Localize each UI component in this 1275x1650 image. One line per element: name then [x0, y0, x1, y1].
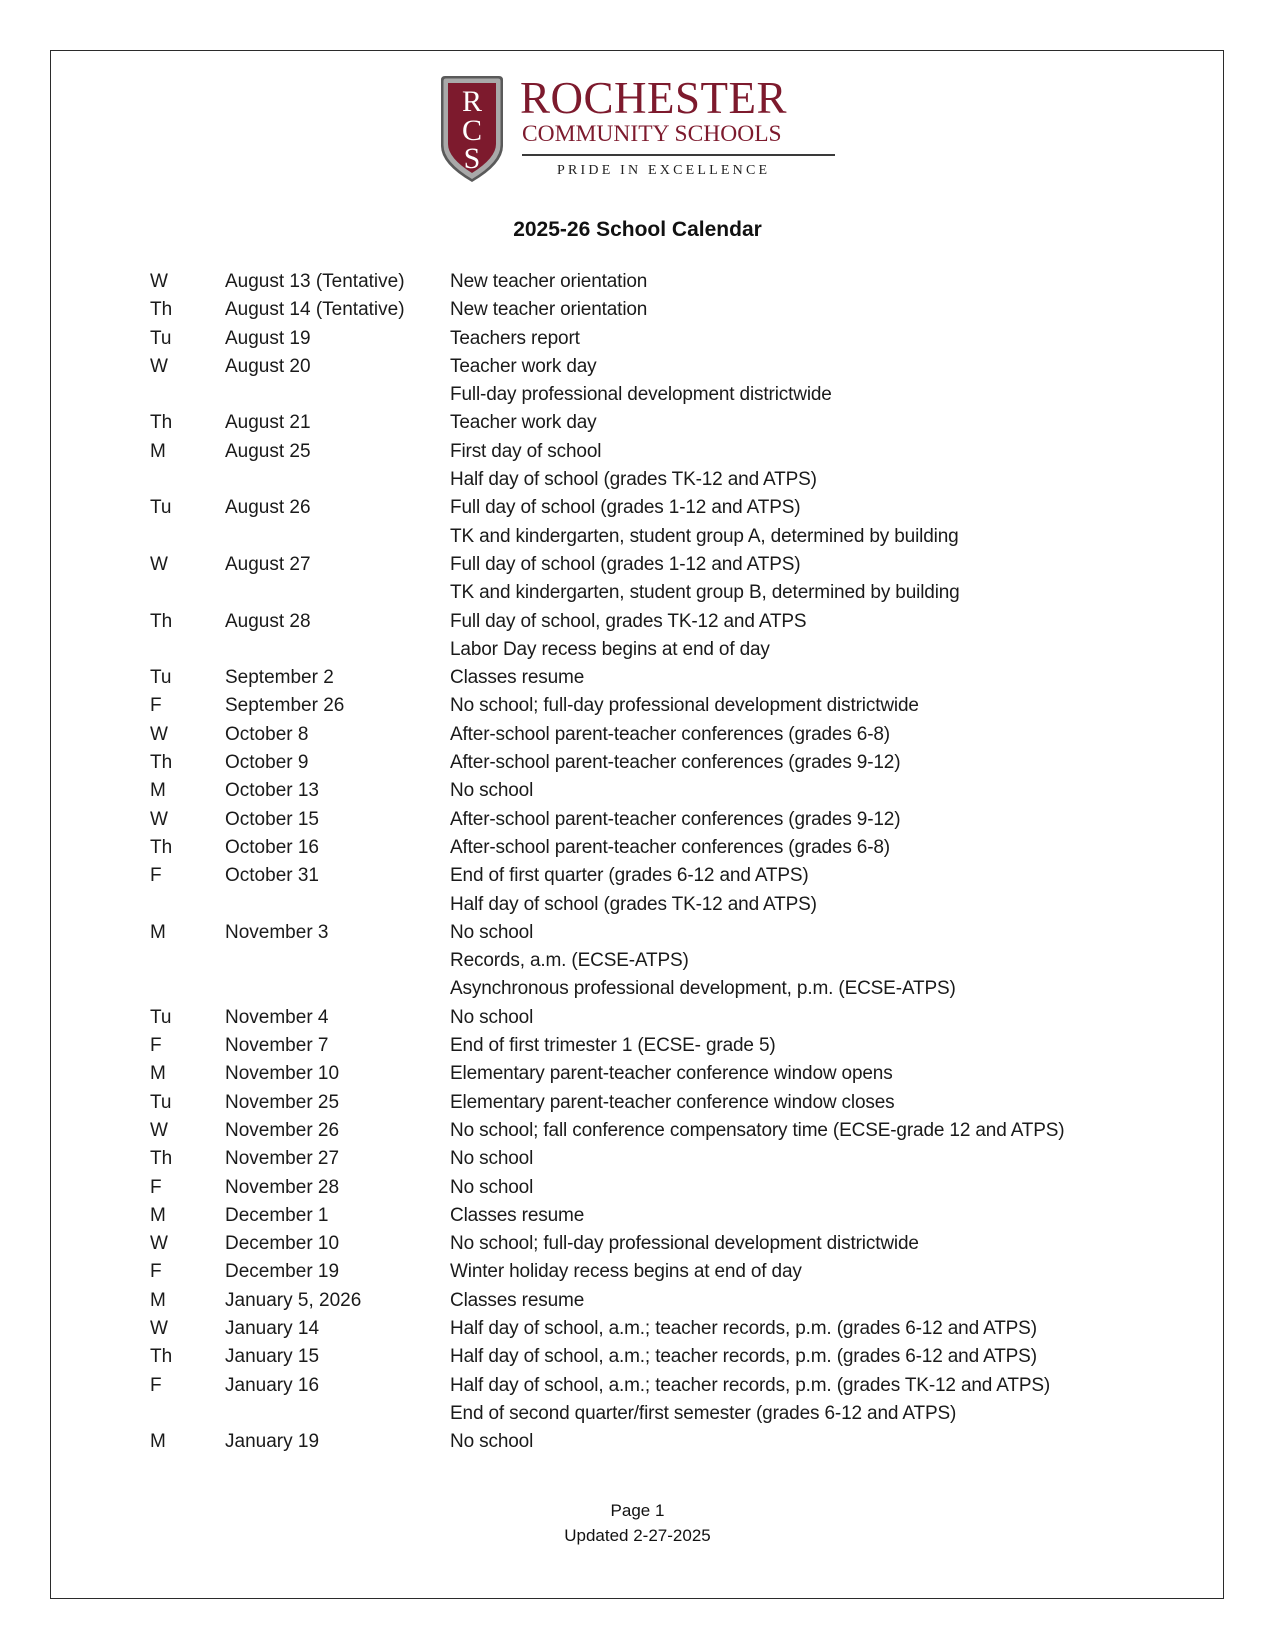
calendar-date: August 21 — [225, 412, 311, 434]
calendar-date: November 25 — [225, 1091, 340, 1113]
calendar-row — [150, 466, 1210, 494]
calendar-row — [150, 806, 1210, 834]
page-title: 2025-26 School Calendar — [513, 218, 762, 241]
calendar-row — [150, 1258, 1210, 1286]
calendar-row — [150, 1032, 1210, 1060]
calendar-date: October 9 — [225, 752, 309, 774]
calendar-row — [150, 523, 1210, 551]
updated-date: Updated 2-27-2025 — [564, 1526, 711, 1545]
calendar-weekday: Tu — [150, 1006, 172, 1028]
calendar-weekday: Th — [150, 610, 173, 632]
calendar-weekday: Th — [150, 299, 173, 321]
calendar-weekday: Th — [150, 412, 173, 434]
calendar-event: Full day of school, grades TK-12 and ATPS — [450, 610, 807, 632]
calendar-event: Teacher work day — [450, 355, 597, 377]
calendar-date: January 19 — [225, 1431, 320, 1453]
calendar-event: TK and kindergarten, student group A, determined by building — [450, 525, 959, 547]
district-tagline: PRIDE IN EXCELLENCE — [557, 163, 771, 178]
shield-letter-r: R — [461, 85, 483, 118]
calendar-row — [150, 325, 1210, 353]
calendar-weekday: F — [150, 1035, 162, 1057]
calendar-date: August 26 — [225, 497, 311, 519]
calendar-date: December 1 — [225, 1204, 329, 1226]
calendar-weekday: F — [150, 1374, 162, 1396]
calendar-event: After-school parent-teacher conferences (grades 6-8) — [450, 723, 890, 745]
calendar-row — [150, 777, 1210, 805]
calendar-event: No school — [450, 1006, 534, 1028]
calendar-event: Full day of school (grades 1-12 and ATPS) — [450, 497, 801, 519]
calendar-event: Half day of school, a.m.; teacher records, p.m. (grades TK-12 and ATPS) — [450, 1374, 1051, 1396]
calendar-row — [150, 1315, 1210, 1343]
calendar-event: Classes resume — [450, 1204, 585, 1226]
calendar-event: After-school parent-teacher conferences (grades 9-12) — [450, 808, 901, 830]
calendar-weekday: W — [150, 723, 168, 745]
calendar-row — [150, 862, 1210, 890]
calendar-row — [150, 891, 1210, 919]
calendar-event: No school — [450, 1148, 534, 1170]
calendar-row — [150, 381, 1210, 409]
logo-divider — [522, 154, 835, 156]
calendar-date: September 26 — [225, 695, 345, 717]
calendar-weekday: Tu — [150, 1091, 172, 1113]
calendar-date: November 27 — [225, 1148, 340, 1170]
calendar-date: August 20 — [225, 355, 311, 377]
calendar-weekday: Tu — [150, 497, 172, 519]
calendar-event: Records, a.m. (ECSE-ATPS) — [450, 950, 689, 972]
calendar-row — [150, 1400, 1210, 1428]
calendar-event: No school; full-day professional development districtwide — [450, 1233, 919, 1255]
calendar-event: After-school parent-teacher conferences (grades 9-12) — [450, 752, 901, 774]
calendar-weekday: F — [150, 1261, 162, 1283]
calendar-event: Labor Day recess begins at end of day — [450, 638, 770, 660]
calendar-date: December 19 — [225, 1261, 340, 1283]
calendar-row — [150, 1428, 1210, 1456]
calendar-event: End of first trimester 1 (ECSE- grade 5) — [450, 1035, 776, 1057]
calendar-row — [150, 1117, 1210, 1145]
calendar-event: New teacher orientation — [450, 299, 648, 321]
calendar-event: Elementary parent-teacher conference window opens — [450, 1063, 893, 1085]
calendar-weekday: W — [150, 808, 168, 830]
calendar-date: January 15 — [225, 1346, 320, 1368]
page-footer — [0, 1498, 1275, 1548]
calendar-weekday: M — [150, 1204, 166, 1226]
calendar-row — [150, 268, 1210, 296]
calendar-row — [150, 1089, 1210, 1117]
calendar-date: January 14 — [225, 1317, 320, 1339]
calendar-row — [150, 1230, 1210, 1258]
calendar-row — [150, 353, 1210, 381]
calendar-row — [150, 975, 1210, 1003]
calendar-weekday: F — [150, 695, 162, 717]
calendar-row — [150, 749, 1210, 777]
calendar-weekday: W — [150, 1317, 168, 1339]
calendar-event: Teacher work day — [450, 412, 597, 434]
calendar-event: Asynchronous professional development, p.m. (ECSE-ATPS) — [450, 978, 956, 1000]
calendar-row — [150, 1004, 1210, 1032]
calendar-weekday: Th — [150, 1346, 173, 1368]
calendar-weekday: Tu — [150, 327, 172, 349]
calendar-weekday: M — [150, 1431, 166, 1453]
calendar-row — [150, 438, 1210, 466]
calendar-weekday: F — [150, 865, 162, 887]
calendar-event: Elementary parent-teacher conference window closes — [450, 1091, 895, 1113]
calendar-event: New teacher orientation — [450, 271, 648, 292]
calendar-date: October 16 — [225, 836, 319, 858]
calendar-event: No school — [450, 921, 534, 943]
calendar-row — [150, 409, 1210, 437]
calendar-row — [150, 579, 1210, 607]
calendar-date: October 13 — [225, 780, 319, 802]
calendar-row — [150, 494, 1210, 522]
district-name: ROCHESTER — [520, 73, 788, 123]
calendar-weekday: Th — [150, 1148, 173, 1170]
calendar-row — [150, 608, 1210, 636]
calendar-event: After-school parent-teacher conferences (grades 6-8) — [450, 836, 890, 858]
calendar-event: Half day of school (grades TK-12 and ATPS) — [450, 893, 817, 915]
calendar-event: No school; full-day professional development districtwide — [450, 695, 919, 717]
shield-letter-c: C — [461, 114, 483, 147]
calendar-date: January 5, 2026 — [225, 1289, 362, 1311]
calendar-event: Half day of school, a.m.; teacher records, p.m. (grades 6-12 and ATPS) — [450, 1317, 1037, 1339]
calendar-weekday: Th — [150, 836, 173, 858]
calendar-weekday: F — [150, 1176, 162, 1198]
calendar-date: December 10 — [225, 1233, 340, 1255]
calendar-row — [150, 1287, 1210, 1315]
district-subname: COMMUNITY SCHOOLS — [522, 121, 782, 147]
calendar-date: August 28 — [225, 610, 311, 632]
calendar-weekday: M — [150, 780, 166, 802]
calendar-date: November 4 — [225, 1006, 329, 1028]
calendar-row — [150, 551, 1210, 579]
calendar-event: End of second quarter/first semester (grades 6-12 and ATPS) — [450, 1402, 957, 1424]
calendar-weekday: Th — [150, 752, 173, 774]
shield-icon — [437, 74, 507, 184]
calendar-date: September 2 — [225, 667, 334, 689]
calendar-list — [150, 268, 1210, 1456]
calendar-event: Half day of school, a.m.; teacher records, p.m. (grades 6-12 and ATPS) — [450, 1346, 1037, 1368]
calendar-date: November 26 — [225, 1119, 340, 1141]
calendar-date: November 3 — [225, 921, 329, 943]
calendar-date: August 27 — [225, 553, 311, 575]
shield-letter-s: S — [463, 142, 481, 175]
calendar-row — [150, 664, 1210, 692]
calendar-event: Full day of school (grades 1-12 and ATPS) — [450, 553, 801, 575]
calendar-weekday: W — [150, 1119, 168, 1141]
calendar-date: August 13 (Tentative) — [225, 271, 405, 292]
district-logo — [437, 74, 837, 186]
calendar-weekday: W — [150, 355, 168, 377]
calendar-row — [150, 1060, 1210, 1088]
calendar-event: Winter holiday recess begins at end of day — [450, 1261, 802, 1283]
calendar-event: No school — [450, 1431, 534, 1453]
calendar-row — [150, 919, 1210, 947]
calendar-date: November 28 — [225, 1176, 340, 1198]
calendar-row — [150, 947, 1210, 975]
calendar-event: Full-day professional development districtwide — [450, 384, 832, 406]
calendar-event: Half day of school (grades TK-12 and ATPS) — [450, 469, 817, 491]
calendar-event: No school — [450, 1176, 534, 1198]
calendar-date: August 14 (Tentative) — [225, 299, 405, 321]
calendar-event: Teachers report — [450, 327, 580, 349]
calendar-event: Classes resume — [450, 667, 585, 689]
calendar-event: No school — [450, 780, 534, 802]
calendar-date: November 10 — [225, 1063, 340, 1085]
calendar-event: First day of school — [450, 440, 602, 462]
calendar-row — [150, 1343, 1210, 1371]
calendar-weekday: W — [150, 271, 168, 292]
calendar-row — [150, 1372, 1210, 1400]
calendar-weekday: M — [150, 440, 166, 462]
calendar-row — [150, 1145, 1210, 1173]
calendar-date: October 8 — [225, 723, 309, 745]
calendar-date: November 7 — [225, 1035, 329, 1057]
calendar-row — [150, 296, 1210, 324]
calendar-row — [150, 721, 1210, 749]
calendar-event: TK and kindergarten, student group B, determined by building — [450, 582, 960, 604]
calendar-event: End of first quarter (grades 6-12 and ATPS) — [450, 865, 809, 887]
calendar-weekday: M — [150, 921, 166, 943]
calendar-row — [150, 1174, 1210, 1202]
calendar-weekday: W — [150, 553, 168, 575]
calendar-event: Classes resume — [450, 1289, 585, 1311]
calendar-weekday: Tu — [150, 667, 172, 689]
calendar-row — [150, 834, 1210, 862]
calendar-date: August 25 — [225, 440, 311, 462]
calendar-date: August 19 — [225, 327, 311, 349]
page-number: Page 1 — [610, 1501, 665, 1520]
calendar-weekday: W — [150, 1233, 168, 1255]
calendar-row — [150, 1202, 1210, 1230]
calendar-weekday: M — [150, 1063, 166, 1085]
calendar-weekday: M — [150, 1289, 166, 1311]
calendar-row — [150, 636, 1210, 664]
calendar-date: October 31 — [225, 865, 319, 887]
calendar-date: January 16 — [225, 1374, 320, 1396]
calendar-date: October 15 — [225, 808, 319, 830]
calendar-event: No school; fall conference compensatory time (ECSE-grade 12 and ATPS) — [450, 1119, 1065, 1141]
calendar-row — [150, 692, 1210, 720]
